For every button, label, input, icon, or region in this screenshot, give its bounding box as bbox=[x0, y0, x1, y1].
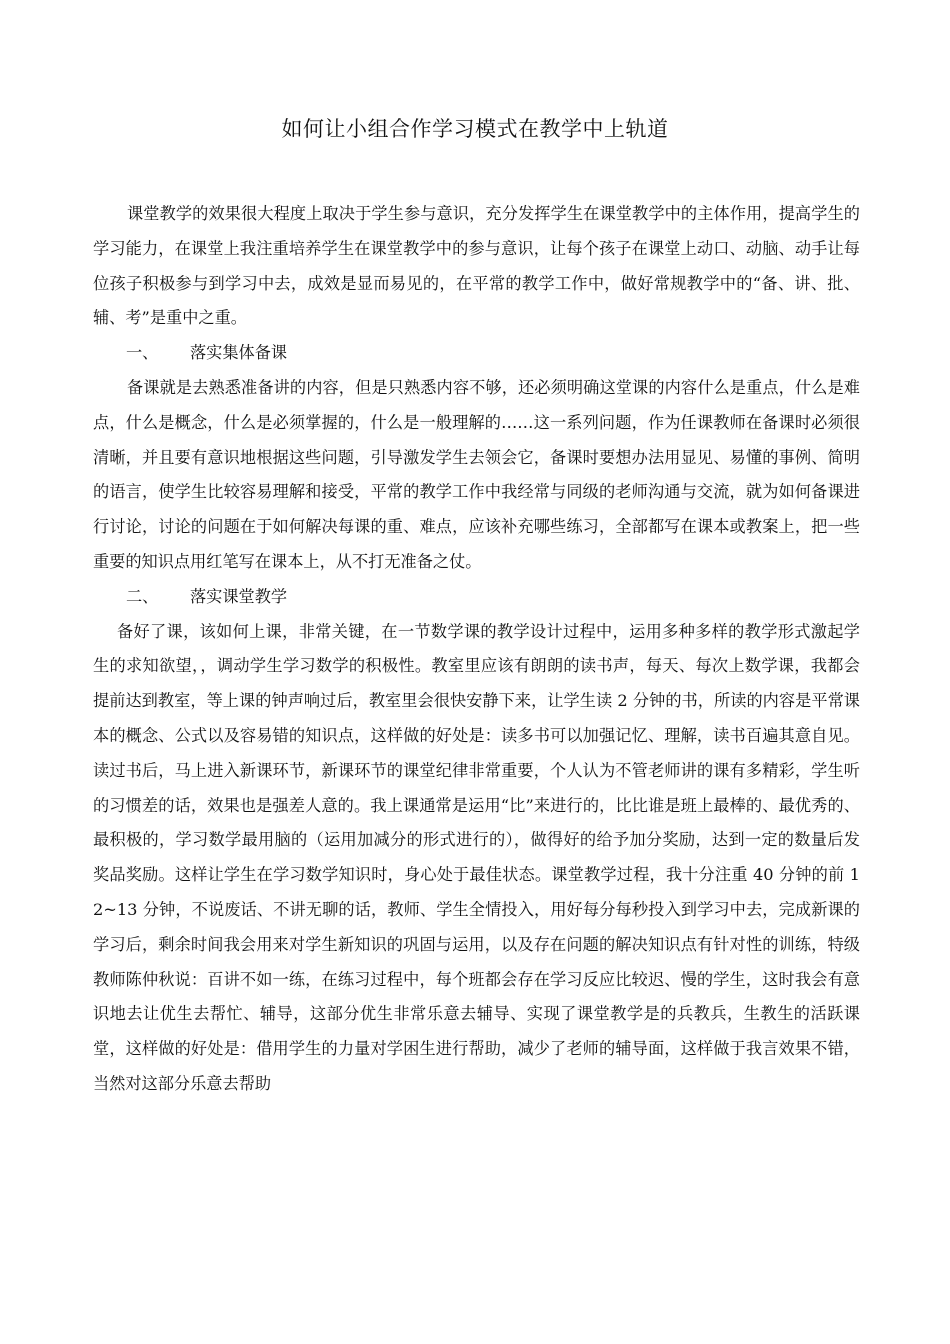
section-title-2: 落实课堂教学 bbox=[190, 586, 288, 606]
intro-paragraph: 课堂教学的效果很大程度上取决于学生参与意识，充分发挥学生在课堂教学中的主体作用，提高学生的学习能力，在课堂上我注重培养学生在课堂教学中的参与意识，让每个孩子在课堂上动口、动脑、动手让每位孩子积极参与到学习中去，成效是显而易见的，在平常的教学工作中，做好常规教学中的“备、讲、批、辅、考”是重中之重。 bbox=[93, 204, 860, 328]
document-title: 如何让小组合作学习模式在教学中上轨道 bbox=[281, 117, 669, 141]
document-body bbox=[93, 197, 860, 1102]
section-number-2: 二、 bbox=[126, 586, 159, 606]
section-title-1: 落实集体备课 bbox=[190, 343, 288, 363]
section-number-1: 一、 bbox=[126, 343, 159, 363]
section-paragraph-2: 备好了课，该如何上课，非常关键，在一节数学课的教学设计过程中，运用多种多样的教学形式激起学生的求知欲望，，调动学生学习数学的积极性。教室里应该有朗朗的读书声，每天、每次上数学课，我都会提前达到教室，等上课的钟声响过后，教室里会很快安静下来，让学生读 2 分钟的书，所读的内容是平常课本的概念、公式以及容易错的知识点，这样做的好处是：读多书可以加强记忆、理解，读书百遍其意自见。读过书后，马上进入新课环节，新课环节的课堂纪律非常重要，个人认为不管老师讲的课有多精彩，学生听的习惯差的话，效果也是强差人意的。我上课通常是运用“比”来进行的，比比谁是班上最棒的、最优秀的、最积极的，学习数学最用脑的（运用加减分的形式进行的），做得好的给予加分奖励，达到一定的数量后发奖品奖励。这样让学生在学习数学知识时，身心处于最佳状态。课堂教学过程，我十分注重 40 分钟的前 12~13 分钟，不说废话、不讲无聊的话，教师、学生全情投入，用好每分每秒投入到学习中去，完成新课的学习后，剩余时间我会用来对学生新知识的巩固与运用，以及存在问题的解决知识点有针对性的训练，特级教师陈仲秋说：百讲不如一练，在练习过程中，每个班都会存在学习反应比较迟、慢的学生，这时我会有意识地去让优生去帮忙、辅导，这部分优生非常乐意去辅导、实现了课堂教学是的兵教兵，生教生的活跃课堂，这样做的好处是：借用学生的力量对学困生进行帮助，减少了老师的辅导面，这样做于我言效果不错，当然对这部分乐意去帮助 bbox=[93, 621, 860, 1093]
section-heading-1 bbox=[93, 336, 860, 371]
section-paragraph-1: 备课就是去熟悉准备讲的内容，但是只熟悉内容不够，还必须明确这堂课的内容什么是重点，什么是难点，什么是概念，什么是必须掌握的，什么是一般理解的……这一系列问题，作为任课教师在备课时必须很清晰，并且要有意识地根据这些问题，引导激发学生去领会它，备课时要想办法用显见、易懂的事例、简明的语言，使学生比较容易理解和接受，平常的教学工作中我经常与同级的老师沟通与交流，就为如何备课进行讨论，讨论的问题在于如何解决每课的重、难点，应该补充哪些练习，全部都写在课本或教案上，把一些重要的知识点用红笔写在课本上，从不打无准备之仗。 bbox=[93, 377, 860, 571]
section-heading-2 bbox=[93, 580, 860, 615]
